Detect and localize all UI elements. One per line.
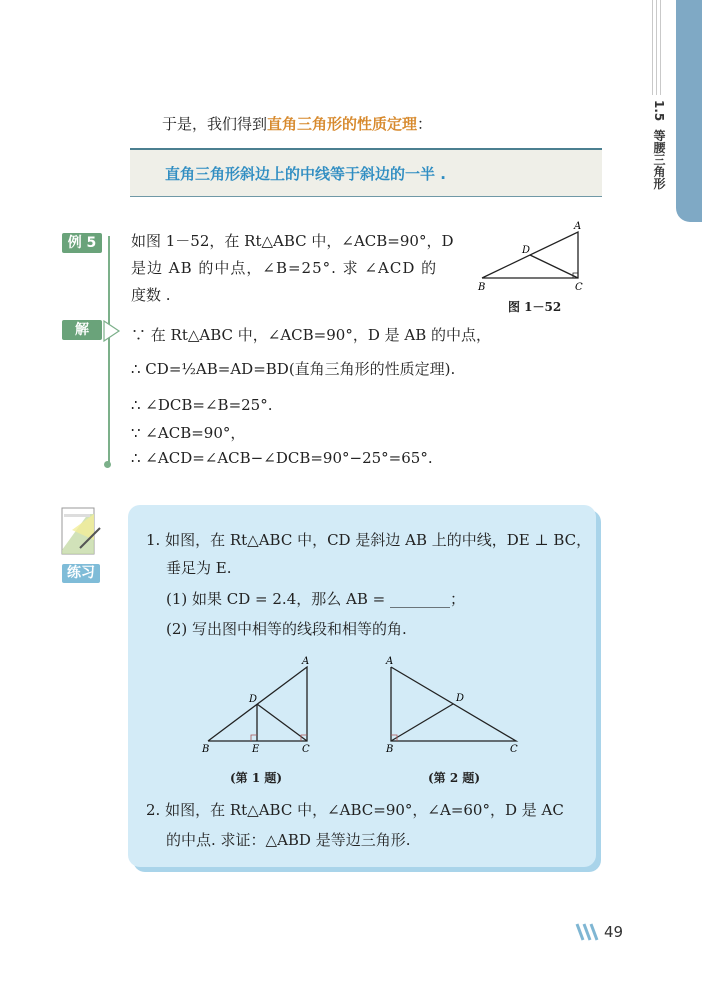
intro-line (162, 113, 432, 134)
chapter-tab[interactable] (676, 0, 702, 222)
divider (660, 0, 661, 95)
section-name: 等腰三角形 (652, 129, 666, 190)
example-guide-line (108, 236, 110, 463)
intro-suffix: ： (417, 115, 433, 133)
q1-line: 1. 如图，在 Rt△ABC 中，CD 是斜边 AB 上的中线，DE ⊥ BC， (146, 531, 592, 549)
point-e: E (252, 744, 260, 755)
theorem-text: 直角三角形斜边上的中线等于斜边的一半 . (165, 165, 446, 183)
right-angle-mark (251, 735, 257, 741)
point-d: D (522, 245, 531, 256)
section-number: 1.5 (652, 100, 666, 122)
point-d: D (249, 694, 258, 705)
q2-line: 2. 如图，在 Rt△ABC 中，∠ABC=90°，∠A=60°，D 是 AC (146, 801, 564, 819)
point-c: C (575, 282, 583, 293)
q2-line: 的中点. 求证：△ABD 是等边三角形. (166, 831, 411, 849)
practice-pencil-icon (52, 500, 108, 562)
solution-line: ∴ CD=½AB=AD=BD(直角三角形的性质定理). (131, 360, 456, 378)
figure-q2-caption: (第 2 题) (428, 771, 481, 785)
solution-label: 解 (62, 320, 102, 340)
figure-q1-caption: (第 1 题) (230, 771, 283, 785)
point-a: A (302, 656, 310, 667)
theorem-name: 直角三角形的性质定理 (267, 115, 418, 133)
section-title (648, 100, 668, 190)
figure-1-52 (470, 215, 600, 295)
solution-line: ∵ ∠ACB=90°， (131, 424, 246, 442)
practice-label: 练习 (62, 564, 100, 583)
point-c: C (302, 744, 310, 755)
figure-caption: 图 1－52 (508, 300, 562, 314)
point-a: A (386, 656, 394, 667)
divider (656, 0, 657, 95)
segment-bd (391, 704, 453, 741)
point-b: B (202, 744, 210, 755)
point-b: B (478, 282, 486, 293)
example-line: 如图 1－52，在 Rt△ABC 中，∠ACB=90°，D (131, 232, 454, 250)
intro-prefix: 于是，我们得到 (162, 115, 268, 133)
figure-q1 (195, 650, 325, 760)
point-a: A (574, 221, 582, 232)
q1-part1: (1) 如果 CD = 2.4，那么 AB = ________； (166, 590, 465, 608)
guide-end-dot (104, 461, 111, 468)
segment-cd (257, 704, 307, 741)
example-line: 度数 . (131, 286, 171, 304)
point-c: C (510, 744, 518, 755)
page-number: 49 (604, 923, 624, 941)
figure-q2 (380, 650, 530, 760)
solution-arrow-icon (103, 320, 123, 342)
solution-line: ∴ ∠DCB=∠B=25°. (131, 396, 273, 414)
solution-line: ∴ ∠ACD=∠ACB−∠DCB=90°−25°=65°. (131, 449, 433, 467)
point-d: D (456, 693, 465, 704)
page-number-decoration-icon (575, 922, 603, 942)
theorem-box (130, 148, 602, 197)
example-label: 例 5 (62, 233, 102, 253)
divider (652, 0, 653, 95)
example-line: 是边 AB 的中点，∠B=25°. 求 ∠ACD 的 (131, 259, 438, 277)
solution-line: ∵ 在 Rt△ABC 中，∠ACB=90°，D 是 AB 的中点， (131, 326, 492, 344)
q1-part2: (2) 写出图中相等的线段和相等的角. (166, 620, 407, 638)
q1-line: 垂足为 E. (166, 559, 232, 577)
segment-cd (530, 255, 578, 278)
point-b: B (386, 744, 394, 755)
